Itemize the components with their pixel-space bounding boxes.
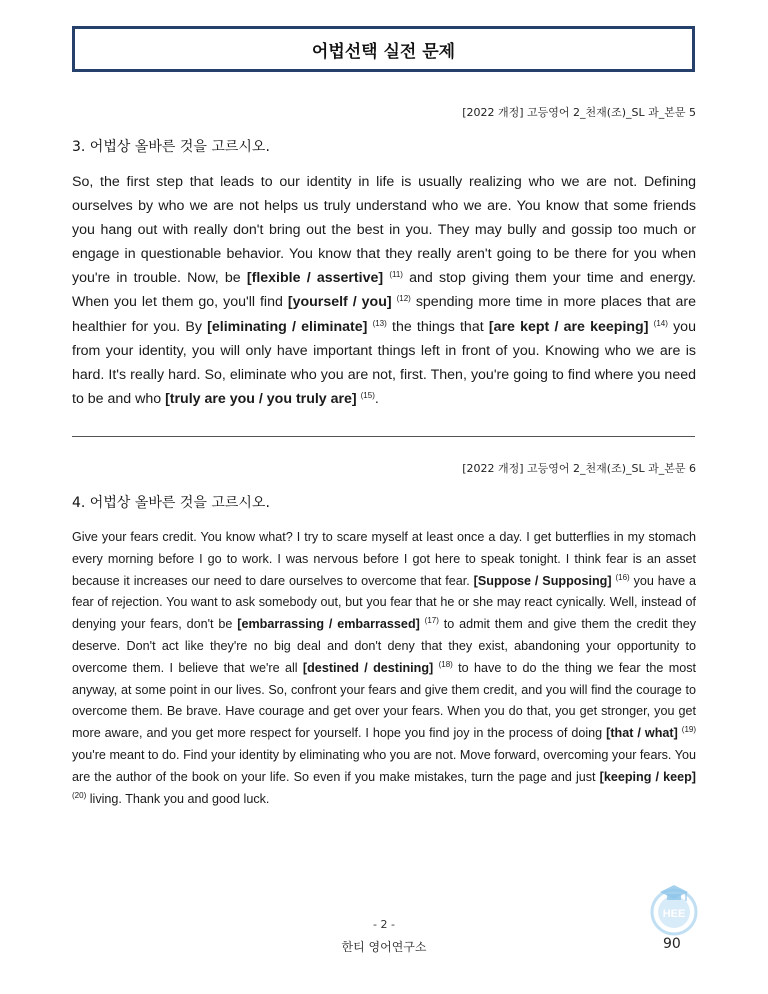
blank-number: (15)	[360, 390, 375, 400]
passage-text: .	[374, 390, 379, 407]
passage-2	[72, 527, 696, 810]
blank-number: (17)	[424, 616, 439, 626]
passage-text: the things that	[386, 318, 489, 335]
choice-bracket: [truly are you / you truly are]	[165, 390, 357, 407]
choice-bracket: [keeping / keep]	[599, 769, 696, 784]
passage-text: to have to do the thing we fear the most anyway, at some point in our lives. So, confront your fears and give them credit, and you will find the courage to overcome them. Be brave. Have courage and get over your fears. When you do that, you get stronger, you get more aware, and you get more respect for yourself. I hope you find joy in the process of doing	[72, 660, 696, 741]
passage-text: you from your identity, you will only have important things left in front of you. Knowing who we are is hard. It's really hard. So, eliminate who you are not, first. Then, you're going to find where you need to be and who	[72, 318, 696, 407]
passage-1	[72, 170, 696, 411]
blank-number: (19)	[681, 725, 697, 735]
passage-text: to admit them and give them the credit they deserve. Don't act like they're no big deal and don't deny that they exist, abandoning your opportunity to overcome them. I believe that we're all	[72, 617, 696, 675]
passage-text: spending more time in more places that are healthier for you. By	[72, 294, 696, 335]
choice-bracket: [that / what]	[606, 726, 678, 741]
blank-number: (13)	[372, 318, 387, 328]
choice-bracket: [destined / destining]	[302, 660, 434, 675]
blank-number: (14)	[653, 318, 668, 328]
section-source-2: [2022 개정] 고등영어 2_천재(조)_SL 과_본문 6	[462, 462, 696, 475]
institute-name: 한티 영어연구소	[341, 940, 427, 954]
question-heading-4: 4. 어법상 올바른 것을 고르시오.	[72, 495, 270, 511]
choice-bracket: [Suppose / Supposing]	[473, 573, 612, 588]
logo-text: HEE	[662, 908, 686, 920]
blank-number: (16)	[615, 572, 630, 582]
page-count: 90	[663, 936, 681, 952]
passage-text: So, the first step that leads to our identity in life is usually realizing who we are not. Defining ourselves by who we are not helps us truly understand who we are. You know that some friends you hang out with really don't bring out the best in you. They may bully and gossip too much or engage in questionable behavior. You know that they really aren't going to be there for you when you're in trouble. Now, be	[72, 174, 696, 287]
section-source-1: [2022 개정] 고등영어 2_천재(조)_SL 과_본문 5	[462, 106, 696, 119]
choice-bracket: [eliminating / eliminate]	[207, 318, 368, 335]
blank-number: (20)	[72, 790, 87, 800]
passage-text: you're meant to do. Find your identity by eliminating who you are not. Move forward, overcoming your fears. You are the author of the book on your life. So even if you make mistakes, turn the page and just	[72, 747, 696, 784]
page-number: - 2 -	[373, 918, 395, 931]
passage-text: you have a fear of rejection. You want to ask somebody out, but you fear that he or she may react cynically. Well, instead of denying your fears, don't be	[72, 573, 697, 632]
passage-text: living. Thank you and good luck.	[86, 791, 270, 806]
blank-number: (12)	[396, 294, 411, 304]
choice-bracket: [embarrassing / embarrassed]	[237, 617, 420, 632]
hee-logo-icon	[638, 872, 710, 944]
page-title-text: 어법선택 실전 문제	[311, 41, 456, 62]
blank-number: (18)	[438, 659, 453, 669]
choice-bracket: [are kept / are keeping]	[488, 318, 649, 335]
section-divider	[72, 436, 695, 437]
blank-number: (11)	[389, 270, 403, 280]
choice-bracket: [flexible / assertive]	[246, 270, 384, 287]
choice-bracket: [yourself / you]	[287, 294, 392, 311]
question-heading-3: 3. 어법상 올바른 것을 고르시오.	[72, 139, 270, 155]
passage-text: Give your fears credit. You know what? I try to scare myself at least once a day. I get butterflies in my stomach every morning before I go to work. I was nervous before I got here to speak tonight. I think fear is an asset because it increases our need to dare ourselves to overcome that fear.	[72, 530, 696, 588]
page-title	[72, 26, 695, 72]
passage-text: and stop giving them your time and energy. When you let them go, you'll find	[72, 270, 696, 311]
